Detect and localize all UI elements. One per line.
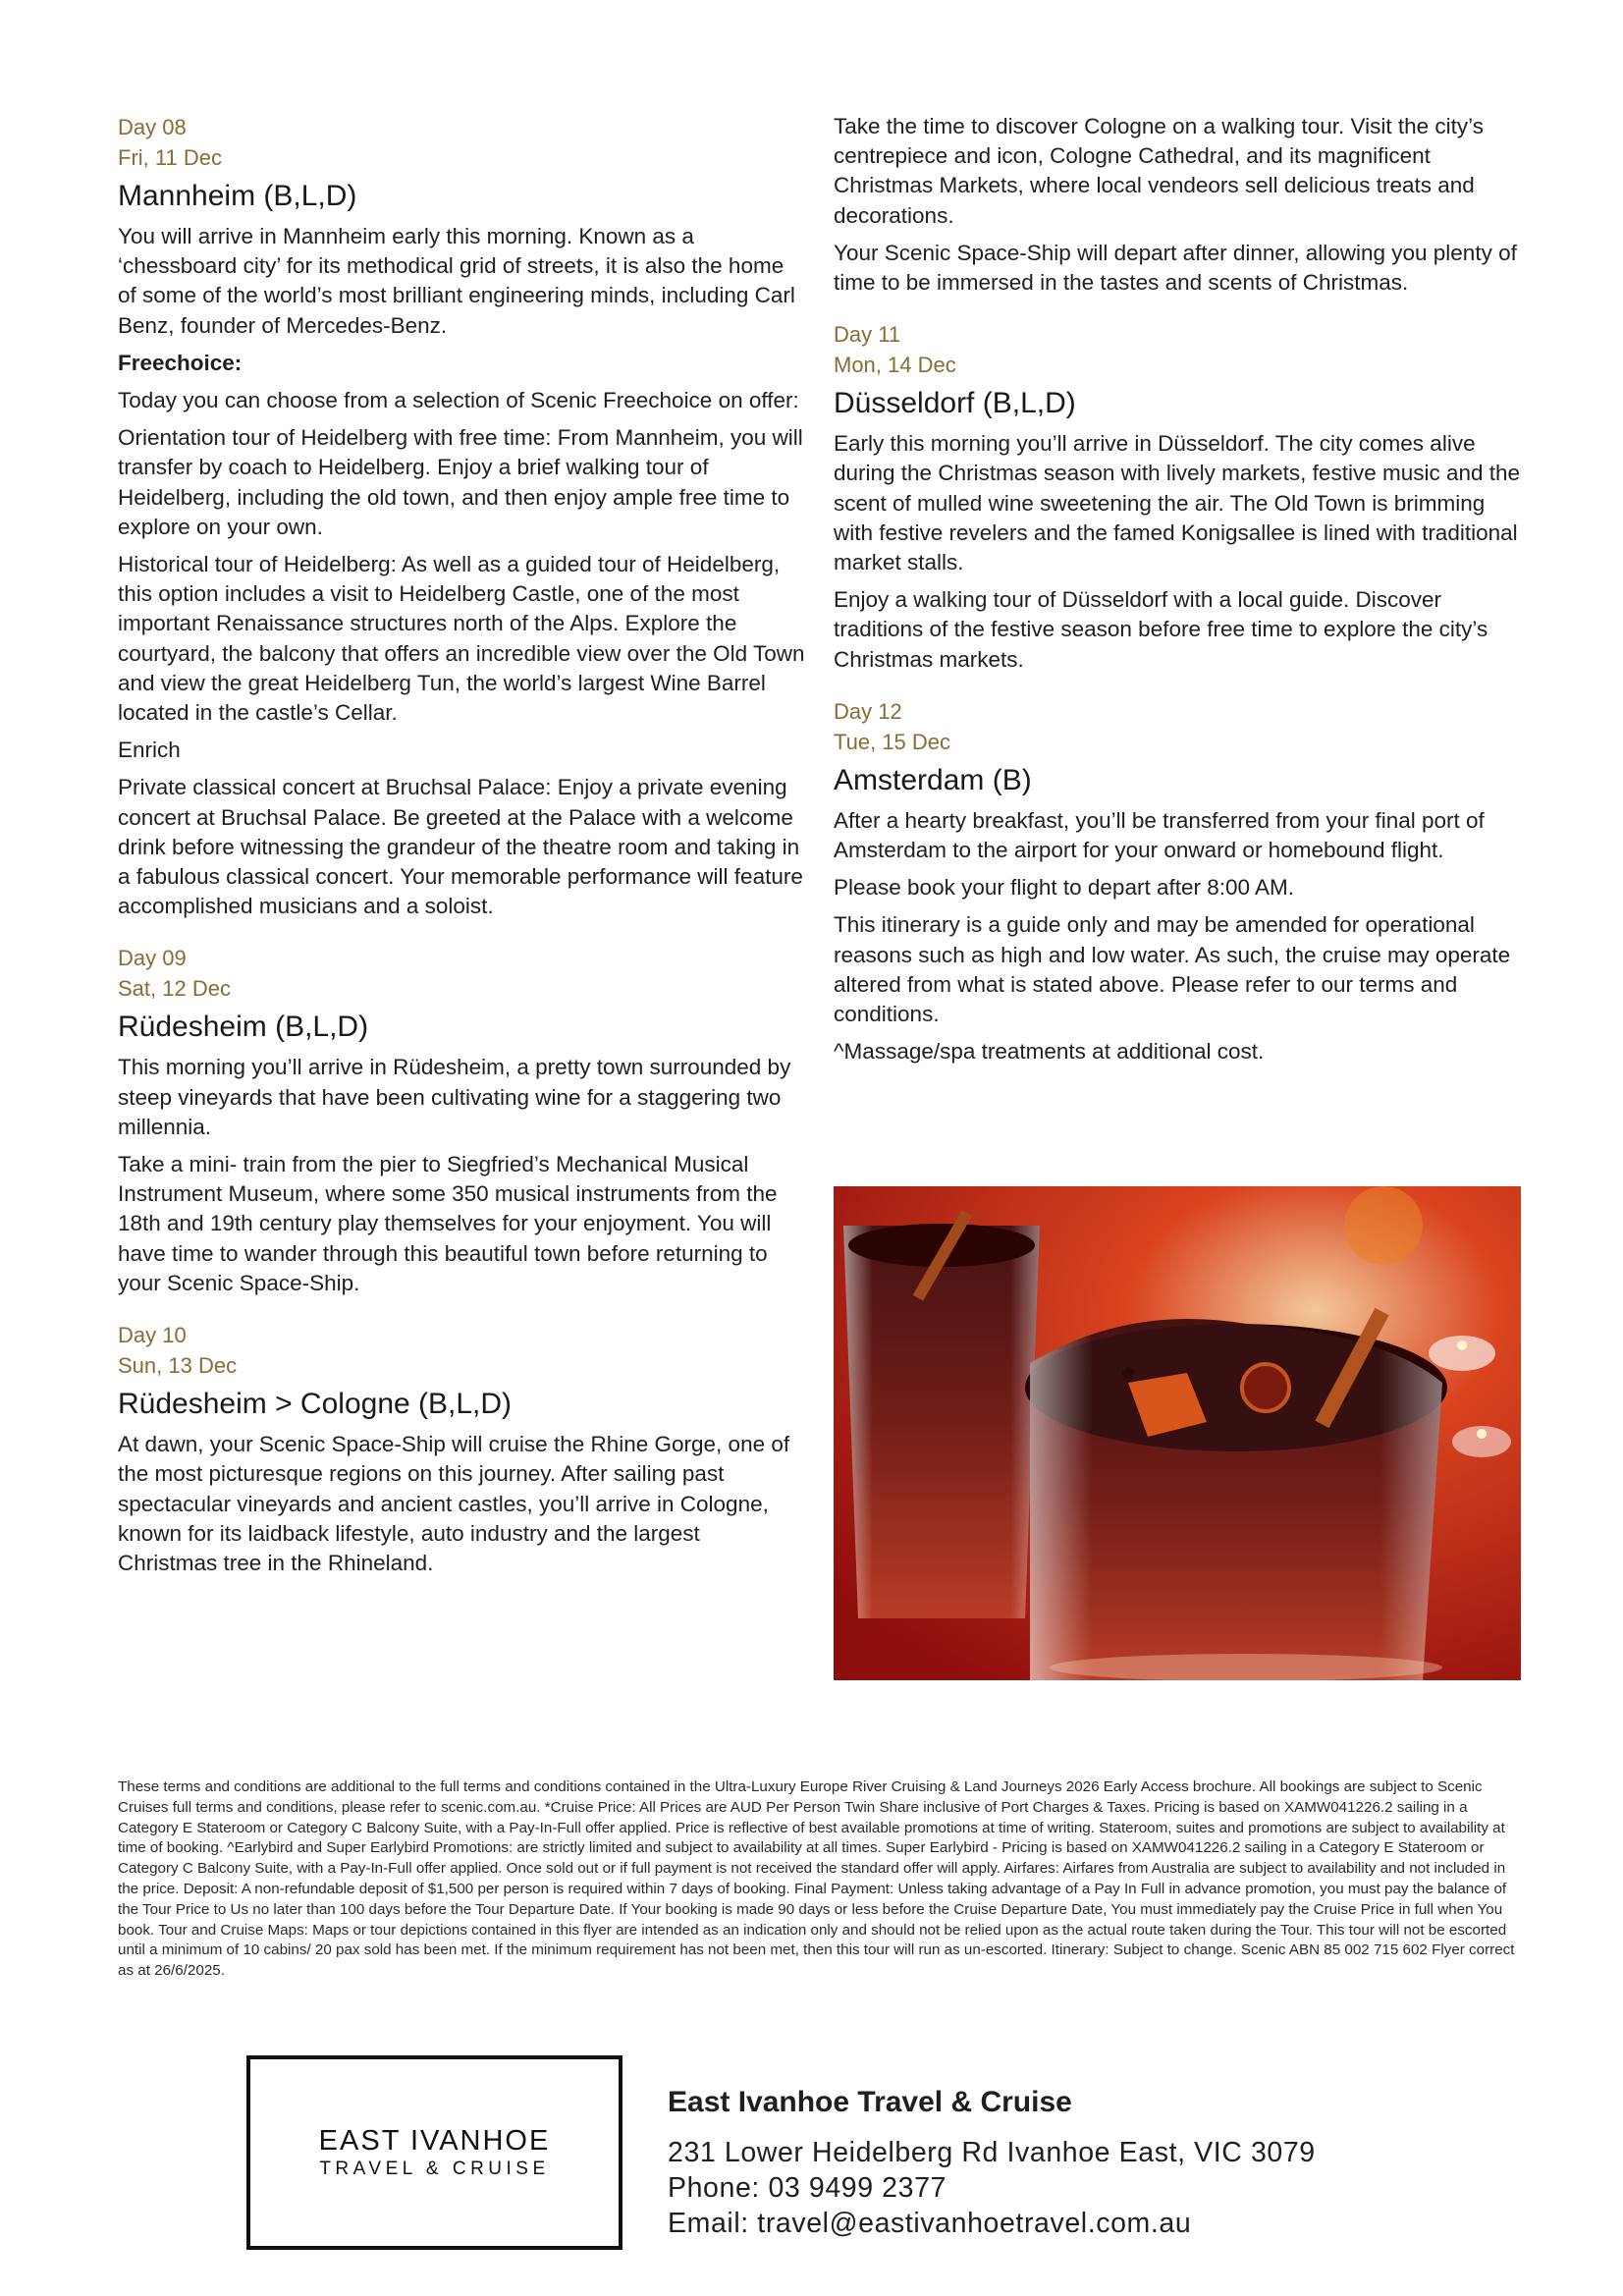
agency-name: East Ivanhoe Travel & Cruise [668, 2086, 1072, 2118]
day-paragraph: Your Scenic Space-Ship will depart after dinner, allowing you plenty of time to be immersed in the tastes and scents of Christmas. [834, 240, 1517, 296]
day-09-section [118, 943, 805, 1298]
agency-address: 231 Lower Heidelberg Rd Ivanhoe East, VIC 3079 [668, 2137, 1316, 2168]
day-title: Amsterdam (B) [834, 763, 1032, 796]
logo-tagline: TRAVEL & CRUISE [319, 2159, 550, 2179]
mulled-wine-photo [834, 1186, 1521, 1680]
day-date: Sat, 12 Dec [118, 976, 231, 1002]
day-paragraph: This itinerary is a guide only and may be amended for operational reasons such as high and low water. As such, the cruise may operate altered from what is stated above. Please refer to our terms and conditions. [834, 912, 1511, 1027]
day-08-section [118, 112, 805, 921]
day-date: Sun, 13 Dec [118, 1353, 238, 1379]
day-paragraph: You will arrive in Mannheim early this morning. Known as a ‘chessboard city’ for its methodical grid of streets, it is also the home of some of the world’s most brilliant engineering minds, including Carl Benz, founder of Mercedes-Benz. [118, 224, 795, 338]
day-date: Fri, 11 Dec [118, 145, 222, 170]
logo-name: EAST IVANHOE [318, 2125, 551, 2157]
left-column [118, 112, 805, 1600]
day-number: Day 09 [118, 946, 187, 971]
day-paragraph: Today you can choose from a selection of Scenic Freechoice on offer: [118, 388, 799, 413]
day-number: Day 08 [118, 115, 187, 139]
day-paragraph: Take the time to discover Cologne on a walking tour. Visit the city’s centrepiece and icon, Cologne Cathedral, and its magnificent Christmas Markets, where local vendeors sell delicious treats and decorations. [834, 114, 1485, 228]
day-11-section [834, 319, 1521, 675]
day-title: Rüdesheim > Cologne (B,L,D) [118, 1388, 513, 1421]
day-title: Mannheim (B,L,D) [118, 180, 357, 212]
day-12-section [834, 696, 1521, 1067]
terms-and-conditions: These terms and conditions are additional to the full terms and conditions contained in the Ultra-Luxury Europe River Cruising & Land Journeys 2026 Early Access brochure. All bookings are subject to Scenic Cruises full terms and conditions, please refer to scenic.com.au. *Cruise Price: All Prices are AUD Per Person Twin Share inclusive of Port Charges & Taxes. Pricing is based on XAMW041226.2 sailing in a Category E Stateroom or Category C Balcony Suite, with a Pay-In-Full offer applied. Price is reflective of best available promotions at time of writing. Stateroom, suites and promotions are subject to availability at time of booking. ^Earlybird and Super Earlybird Promotions: are strictly limited and subject to availability at all times. Super Earlybird - Pricing is based on XAMW041226.2 sailing in a Category E Stateroom or Category C Balcony Suite, with a Pay-In-Full offer applied. Once sold out or if full payment is not received the standard offer will apply. Airfares: Airfares from Australia are subject to availability and not included in the price. Deposit: A non-refundable deposit of $1,500 per person is required within 7 days of booking. Final Payment: Unless taking advantage of a Pay In Full in advance promotion, you must pay the balance of the Tour Price to Us no later than 100 days before the Tour Departure Date. If Your booking is made 90 days or less before the Cruise Departure Date, You must immediately pay the Cruise Price in full when You book. Tour and Cruise Maps: Maps or tour depictions contained in this flyer are intended as an indication only and should not be relied upon as the actual route taken during the Tour. This tour will not be escorted until a minimum of 10 cabins/ 20 pax sold has been met. If the minimum requirement has not been met, then this tour will run as un-escorted. Itinerary: Subject to change. Scenic ABN 85 002 715 602 Flyer correct as at 26/6/2025. [118, 1778, 1515, 1980]
day-paragraph: Take a mini- train from the pier to Siegfried’s Mechanical Musical Instrument Museum, where some 350 musical instruments from the 18th and 19th century play themselves for your enjoyment. You will have time to wander through this beautiful town before returning to your Scenic Space-Ship. [118, 1152, 778, 1295]
right-column [834, 112, 1521, 1088]
enrich-heading: Enrich [118, 738, 181, 763]
day-paragraph: After a hearty breakfast, you’ll be transferred from your final port of Amsterdam to the airport for your onward or homebound flight. [834, 807, 1485, 863]
agency-logo [246, 2055, 622, 2250]
day-title: Rüdesheim (B,L,D) [118, 1011, 369, 1044]
day-paragraph: Historical tour of Heidelberg: As well as a guided tour of Heidelberg, this option includes a visit to Heidelberg Castle, one of the most important Renaissance structures north of the Alps. Explore the courtyard, the balcony that offers an incredible view over the Old Town and view the great Heidelberg Tun, the world’s largest Wine Barrel located in the castle’s Cellar. [118, 552, 805, 726]
freechoice-heading: Freechoice: [118, 350, 243, 375]
day-paragraph: Early this morning you’ll arrive in Düsseldorf. The city comes alive during the Christmas season with lively markets, festive music and the scent of mulled wine sweetening the air. The Old Town is brimming with festive revelers and the famed Konigsallee is lined with traditional market stalls. [834, 431, 1521, 575]
agency-phone[interactable]: Phone: 03 9499 2377 [668, 2172, 947, 2204]
day-number: Day 12 [834, 698, 902, 724]
day-10-continued [834, 112, 1521, 298]
day-number: Day 10 [118, 1323, 187, 1348]
day-paragraph: ^Massage/spa treatments at additional cost. [834, 1039, 1265, 1065]
day-paragraph: Please book your flight to depart after 8:00 AM. [834, 875, 1295, 901]
day-10-section [118, 1320, 805, 1578]
day-paragraph: This morning you’ll arrive in Rüdesheim, a pretty town surrounded by steep vineyards that have been cultivating wine for a staggering two millennia. [118, 1055, 791, 1139]
day-date: Mon, 14 Dec [834, 353, 956, 378]
day-title: Düsseldorf (B,L,D) [834, 387, 1076, 420]
day-number: Day 11 [834, 322, 901, 348]
mulled-wine-illustration [834, 1186, 1521, 1680]
day-date: Tue, 15 Dec [834, 729, 951, 754]
day-paragraph: At dawn, your Scenic Space-Ship will cruise the Rhine Gorge, one of the most picturesque regions on this journey. After sailing past spectacular vineyards and ancient castles, you’ll arrive in Cologne, known for its laidback lifestyle, auto industry and the largest Christmas tree in the Rhineland. [118, 1432, 790, 1575]
day-paragraph: Enjoy a walking tour of Düsseldorf with a local guide. Discover traditions of the festive season before free time to explore the city’s Christmas markets. [834, 587, 1488, 672]
day-paragraph: Private classical concert at Bruchsal Palace: Enjoy a private evening concert at Bruchsal Palace. Be greeted at the Palace with a welcome drink before witnessing the grandeur of the theatre room and taking in a fabulous classical concert. Your memorable performance will feature accomplished musicians and a soloist. [118, 775, 803, 919]
day-paragraph: Orientation tour of Heidelberg with free time: From Mannheim, you will transfer by coach to Heidelberg. Enjoy a brief walking tour of Heidelberg, including the old town, and then enjoy ample free time to explore on your own. [118, 425, 803, 539]
agency-email[interactable]: Email: travel@eastivanhoetravel.com.au [668, 2208, 1192, 2239]
contact-block [668, 2080, 1551, 2241]
